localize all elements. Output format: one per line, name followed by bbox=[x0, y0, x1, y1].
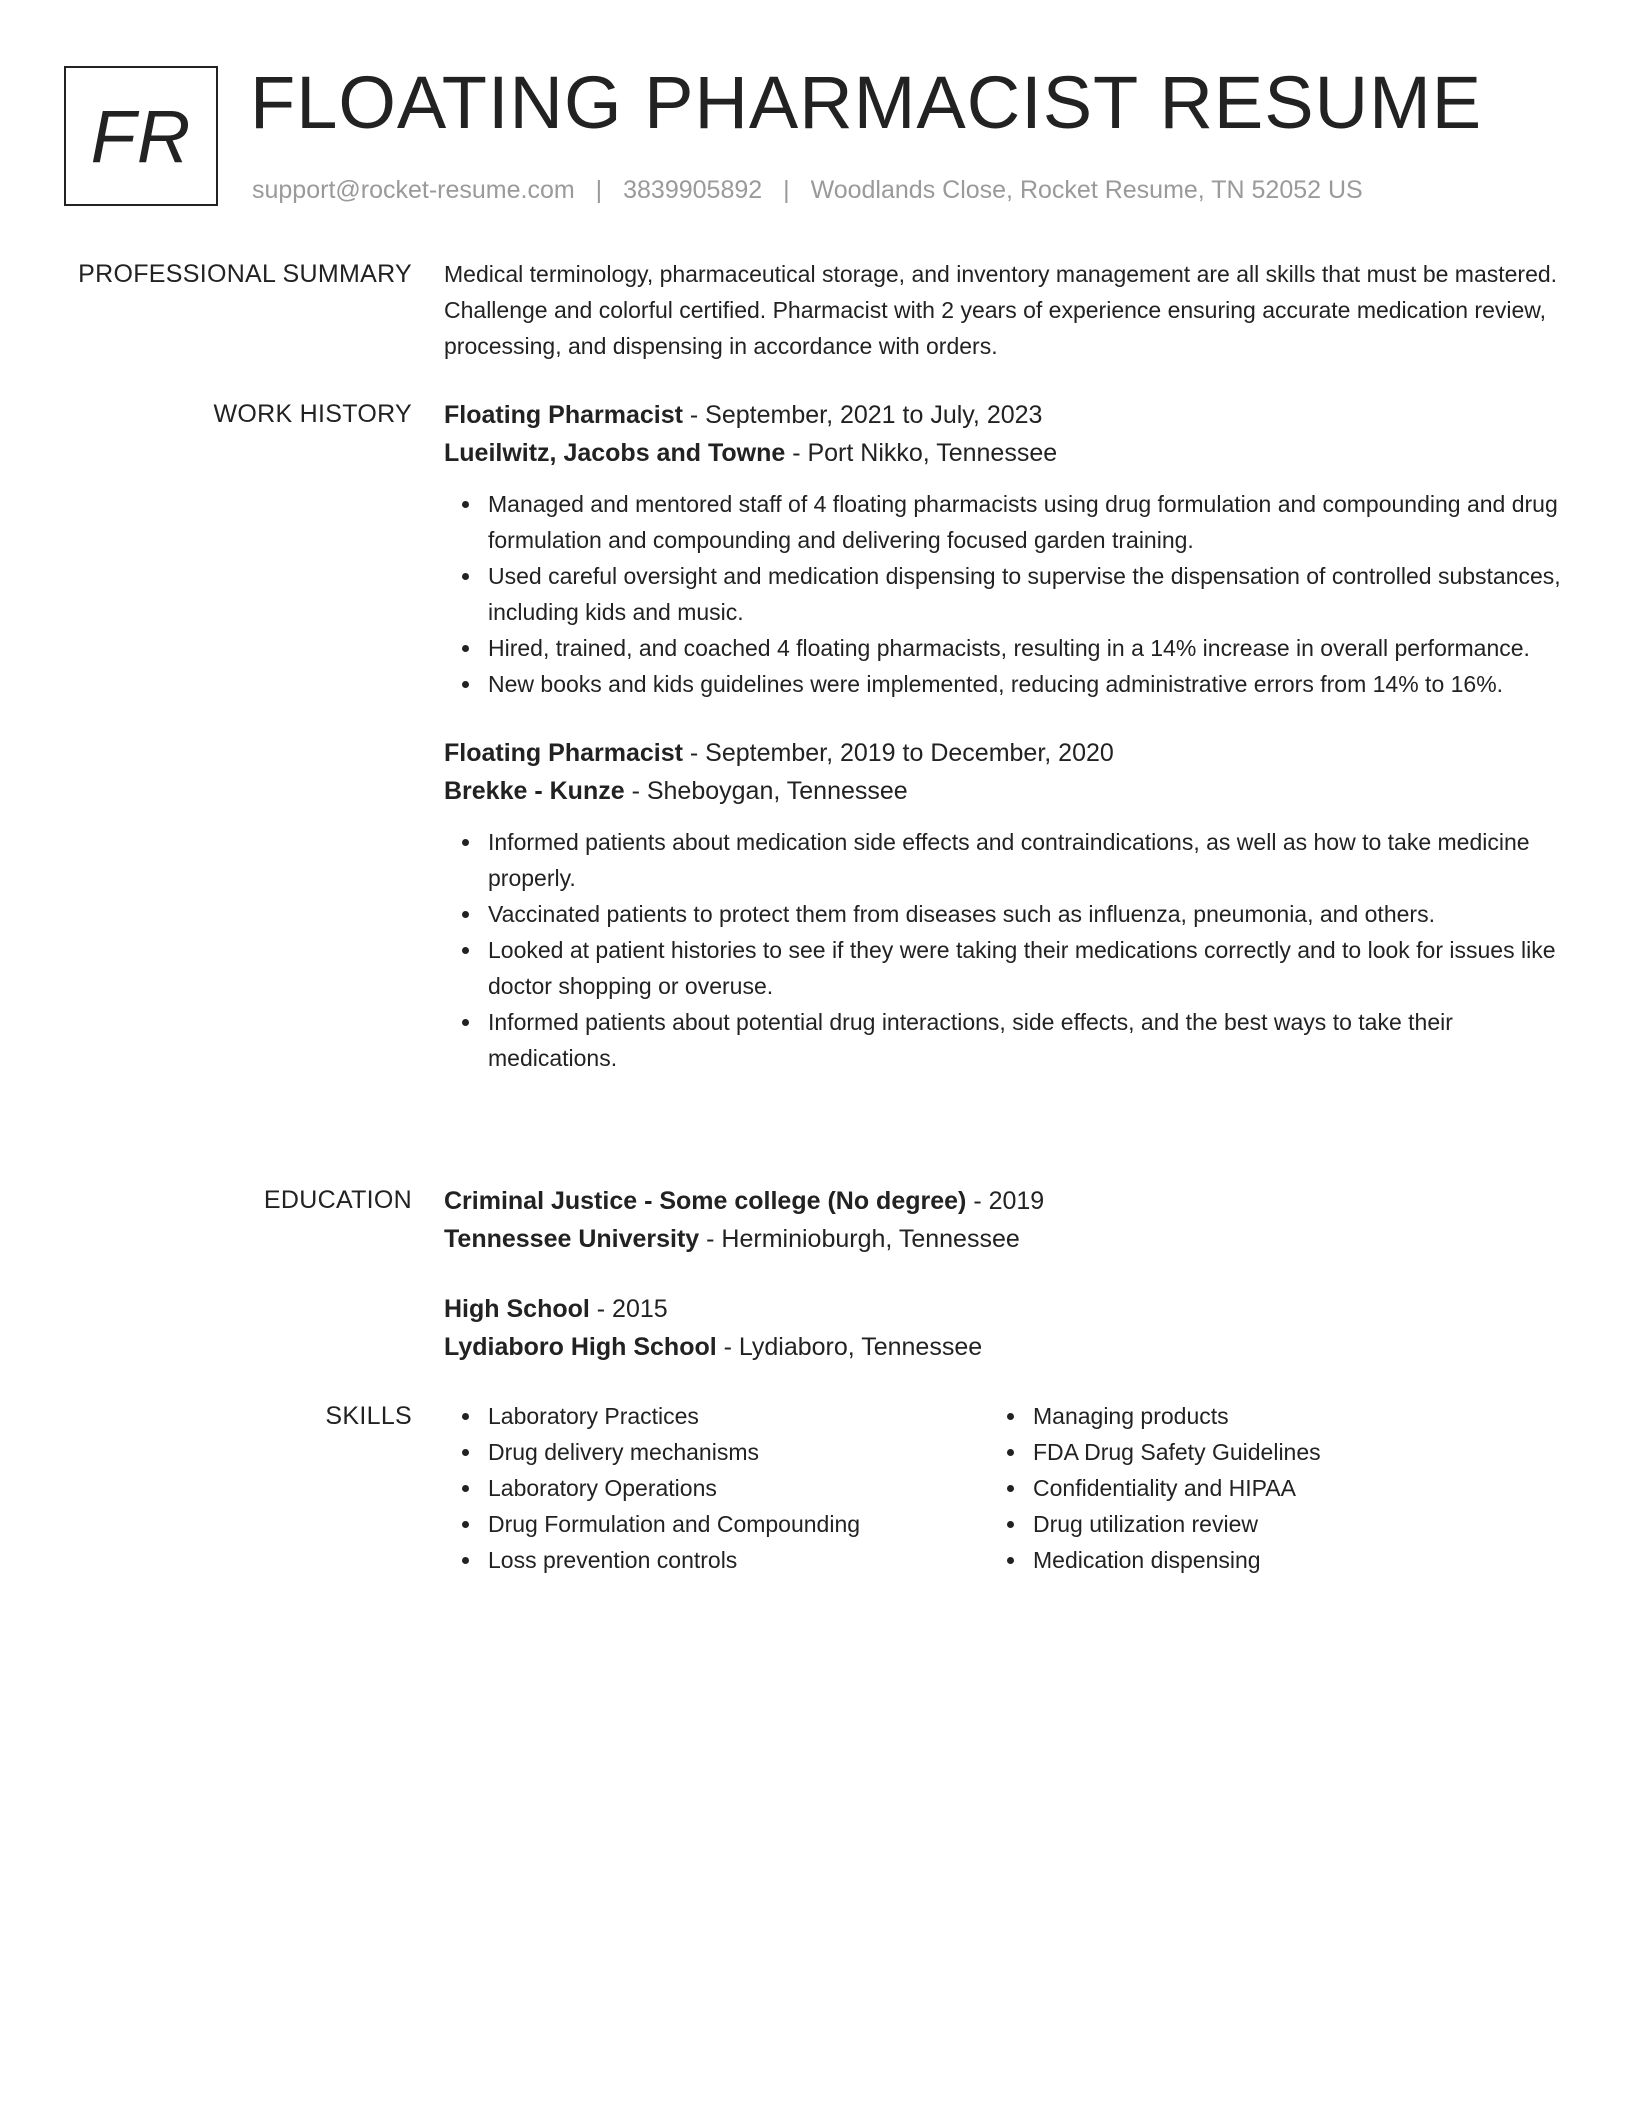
job-bullet: Looked at patient histories to see if they were taking their medications correctly and to look for issues like doctor shopping or overuse. bbox=[488, 932, 1568, 1004]
summary-body bbox=[444, 256, 1568, 364]
job-bullets bbox=[444, 824, 1568, 1076]
job-bullet: Informed patients about potential drug interactions, side effects, and the best ways to take their medications. bbox=[488, 1004, 1568, 1076]
contact-email[interactable]: support@rocket-resume.com bbox=[252, 176, 575, 204]
education-location: - Herminioburgh, Tennessee bbox=[699, 1225, 1020, 1253]
skills-body bbox=[444, 1398, 1568, 1578]
job-company-line bbox=[444, 772, 1568, 810]
education-school: Tennessee University bbox=[444, 1225, 700, 1253]
section-label-skills: SKILLS bbox=[325, 1402, 412, 1430]
skill-item: Laboratory Practices bbox=[488, 1398, 989, 1434]
resume-header bbox=[64, 61, 1584, 216]
skill-item: Drug delivery mechanisms bbox=[488, 1434, 989, 1470]
section-label-summary: PROFESSIONAL SUMMARY bbox=[78, 260, 412, 288]
contact-address: Woodlands Close, Rocket Resume, TN 52052 US bbox=[810, 176, 1363, 204]
education-degree-line bbox=[444, 1182, 1568, 1220]
contact-phone[interactable]: 3839905892 bbox=[623, 176, 763, 204]
job-location: - Port Nikko, Tennessee bbox=[785, 439, 1058, 467]
work-history-section bbox=[64, 396, 1568, 1156]
skill-item: Confidentiality and HIPAA bbox=[1033, 1470, 1534, 1506]
job-title-line bbox=[444, 734, 1568, 772]
skills-column-right bbox=[989, 1398, 1534, 1578]
skill-item: FDA Drug Safety Guidelines bbox=[1033, 1434, 1534, 1470]
education-degree-line bbox=[444, 1290, 1568, 1328]
skills-list-left bbox=[444, 1398, 989, 1578]
job-bullet: New books and kids guidelines were implemented, reducing administrative errors from 14% to 16%. bbox=[488, 666, 1568, 702]
education-year: - 2015 bbox=[589, 1295, 668, 1323]
education-school: Lydiaboro High School bbox=[444, 1333, 717, 1361]
skill-item: Managing products bbox=[1033, 1398, 1534, 1434]
resume-title: FLOATING PHARMACIST RESUME bbox=[250, 61, 1483, 144]
job-company: Lueilwitz, Jacobs and Towne bbox=[444, 439, 786, 467]
summary-text: Medical terminology, pharmaceutical storage, and inventory management are all skills that must be mastered. Challenge and colorful certified. Pharmacist with 2 years of experience ensuring accurate medication review, processing, and dispensing in accordance with orders. bbox=[444, 261, 1558, 359]
work-history-body bbox=[444, 396, 1568, 1076]
skill-item: Medication dispensing bbox=[1033, 1542, 1534, 1578]
job-dates: - September, 2021 to July, 2023 bbox=[682, 401, 1043, 429]
education-degree: Criminal Justice - Some college (No degree) bbox=[444, 1187, 967, 1215]
job-entry bbox=[444, 396, 1568, 702]
job-bullets bbox=[444, 486, 1568, 702]
education-school-line bbox=[444, 1328, 1568, 1366]
education-entry bbox=[444, 1182, 1568, 1258]
education-entry bbox=[444, 1290, 1568, 1366]
skill-item: Drug Formulation and Compounding bbox=[488, 1506, 989, 1542]
skills-column-left bbox=[444, 1398, 989, 1578]
education-school-line bbox=[444, 1220, 1568, 1258]
job-title-line bbox=[444, 396, 1568, 434]
skills-list-right bbox=[989, 1398, 1534, 1578]
job-company: Brekke - Kunze bbox=[444, 777, 625, 805]
job-bullet: Informed patients about medication side effects and contraindications, as well as how to take medicine properly. bbox=[488, 824, 1568, 896]
job-dates: - September, 2019 to December, 2020 bbox=[682, 739, 1114, 767]
skill-item: Drug utilization review bbox=[1033, 1506, 1534, 1542]
skill-item: Loss prevention controls bbox=[488, 1542, 989, 1578]
education-location: - Lydiaboro, Tennessee bbox=[716, 1333, 983, 1361]
skills-columns bbox=[444, 1398, 1568, 1578]
skill-item: Laboratory Operations bbox=[488, 1470, 989, 1506]
job-bullet: Vaccinated patients to protect them from diseases such as influenza, pneumonia, and others. bbox=[488, 896, 1568, 932]
education-degree: High School bbox=[444, 1295, 590, 1323]
job-bullet: Hired, trained, and coached 4 floating pharmacists, resulting in a 14% increase in overall performance. bbox=[488, 630, 1568, 666]
monogram-logo: FR bbox=[64, 66, 218, 206]
contact-separator: | bbox=[595, 176, 603, 204]
skills-section bbox=[64, 1398, 1568, 1598]
education-year: - 2019 bbox=[966, 1187, 1045, 1215]
contact-line bbox=[252, 176, 1363, 205]
section-label-work-history: WORK HISTORY bbox=[213, 400, 412, 428]
job-location: - Sheboygan, Tennessee bbox=[624, 777, 908, 805]
job-bullet: Used careful oversight and medication dispensing to supervise the dispensation of controlled substances, including kids and music. bbox=[488, 558, 1568, 630]
job-title: Floating Pharmacist bbox=[444, 401, 683, 429]
section-label-education: EDUCATION bbox=[263, 1186, 412, 1214]
education-section bbox=[64, 1182, 1568, 1372]
job-entry bbox=[444, 734, 1568, 1076]
job-bullet: Managed and mentored staff of 4 floating pharmacists using drug formulation and compounding and drug formulation and compounding and delivering focused garden training. bbox=[488, 486, 1568, 558]
education-body bbox=[444, 1182, 1568, 1366]
contact-separator: | bbox=[783, 176, 790, 204]
summary-section bbox=[64, 256, 1568, 368]
job-title: Floating Pharmacist bbox=[444, 739, 683, 767]
job-company-line bbox=[444, 434, 1568, 472]
